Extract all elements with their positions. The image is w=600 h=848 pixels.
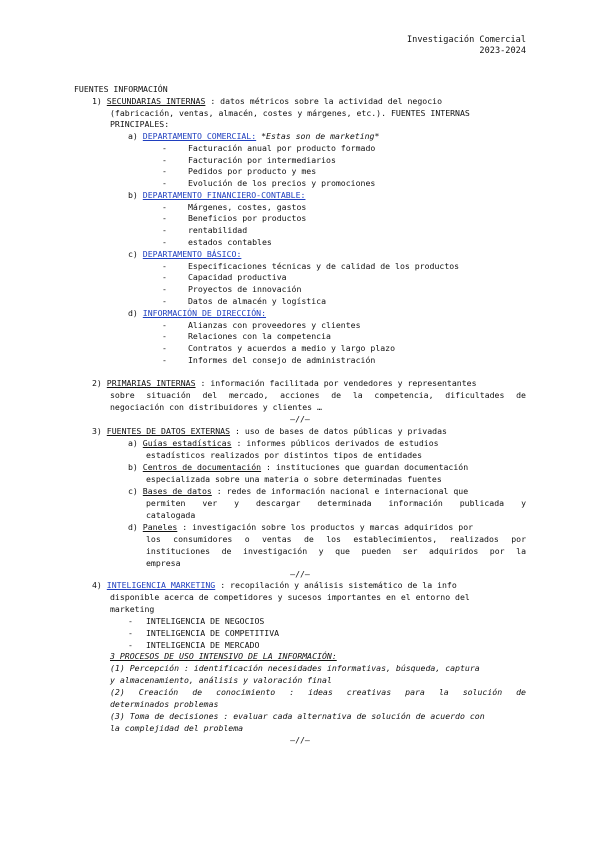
- list-item: - Beneficios por productos: [162, 213, 307, 223]
- s1d-head: [128, 308, 266, 319]
- s3a-text1: : informes públicos derivados de estudios: [236, 438, 439, 448]
- s4-number: 4): [92, 580, 102, 590]
- course-title: Investigación Comercial: [407, 35, 526, 45]
- list-item: - INTELIGENCIA DE MERCADO: [128, 640, 260, 650]
- s3c-text3: catalogada: [146, 510, 196, 520]
- s3a-letter: a): [128, 438, 138, 448]
- s1d-name: INFORMACIÓN DE DIRECCIÓN:: [142, 308, 267, 318]
- s3c-text2: permiten ver y descargar determinada información publicada y: [146, 498, 526, 508]
- s3d-line1: [128, 522, 473, 533]
- proceso-3-line2: la complejidad del problema: [110, 723, 244, 733]
- s3d-text2: los consumidores o ventas de los establecimientos, realizados por: [146, 534, 526, 544]
- s3-line1: [92, 426, 447, 437]
- s3a-line1: [128, 438, 439, 449]
- s1-text1: : datos métricos sobre la actividad del negocio: [210, 96, 443, 106]
- list-item: - rentabilidad: [162, 225, 248, 235]
- list-item: - Capacidad productiva: [162, 272, 287, 282]
- s1a-note: *Estas son de marketing*: [261, 131, 380, 141]
- s3d-head: Paneles: [142, 522, 178, 532]
- s1b-head: [128, 190, 305, 201]
- s2-number: 2): [92, 378, 102, 388]
- list-item: - Alianzas con proveedores y clientes: [162, 320, 361, 330]
- s2-line1: [92, 378, 477, 389]
- proceso-2-line2: determinados problemas: [110, 699, 219, 709]
- s3c-text1: : redes de información nacional e internacional que: [216, 486, 469, 496]
- s1-text3: PRINCIPALES:: [110, 119, 170, 129]
- s3c-line1: [128, 486, 468, 497]
- s3a-head: Guías estadísticas: [142, 438, 232, 448]
- s3b-text2: especializada sobre una materia o sobre determinadas fuentes: [146, 474, 442, 484]
- list-item: - Contratos y acuerdos a medio y largo plazo: [162, 343, 396, 353]
- s4-line1: [92, 580, 457, 591]
- s3b-line1: [128, 462, 468, 473]
- list-item: - Facturación anual por producto formado: [162, 143, 376, 153]
- s1-number: 1): [92, 96, 102, 106]
- s3d-text3: instituciones de investigación y que pueden ser adquiridos por la: [146, 546, 526, 556]
- proceso-3-line1: (3) Toma de decisiones : evaluar cada alternativa de solución de acuerdo con: [110, 711, 485, 721]
- s1d-letter: d): [128, 308, 138, 318]
- separator: –//–: [290, 569, 310, 579]
- separator: –//–: [290, 414, 310, 424]
- s1b-name: DEPARTAMENTO FINANCIERO-CONTABLE:: [142, 190, 306, 200]
- s4-text1: : recopilación y análisis sistemático de la info: [220, 580, 457, 590]
- list-item: - Informes del consejo de administración: [162, 355, 376, 365]
- list-item: - Proyectos de innovación: [162, 284, 302, 294]
- academic-year: 2023-2024: [479, 46, 526, 56]
- s4-text3: marketing: [110, 604, 155, 614]
- s3-heading: FUENTES DE DATOS EXTERNAS: [106, 426, 231, 436]
- s1c-head: [128, 249, 241, 260]
- section-title: FUENTES INFORMACIÓN: [74, 84, 168, 94]
- s1a-name: DEPARTAMENTO COMERCIAL:: [142, 131, 257, 141]
- s2-heading: PRIMARIAS INTERNAS: [106, 378, 196, 388]
- s1-line1: [92, 96, 526, 107]
- proceso-1-line1: (1) Percepción : identificación necesidades informativas, búsqueda, captura: [110, 663, 480, 673]
- s3a-text2: estadísticos realizados por distintos tipos de entidades: [146, 450, 423, 460]
- page-header: [407, 35, 526, 57]
- s1-text2: (fabricación, ventas, almacén, costes y márgenes, etc.). FUENTES INTERNAS: [110, 108, 470, 118]
- list-item: - Márgenes, costes, gastos: [162, 202, 307, 212]
- list-item: - Relaciones con la competencia: [162, 331, 331, 341]
- s1a-letter: a): [128, 131, 138, 141]
- s3c-letter: c): [128, 486, 138, 496]
- list-item: - INTELIGENCIA DE NEGOCIOS: [128, 616, 265, 626]
- s1a-head: [128, 131, 379, 142]
- s2-text1: : información facilitada por vendedores y representantes: [200, 378, 477, 388]
- s3d-text4: empresa: [146, 558, 181, 568]
- separator: –//–: [290, 735, 310, 745]
- list-item: - estados contables: [162, 237, 272, 247]
- s1c-name: DEPARTAMENTO BÁSICO:: [142, 249, 242, 259]
- s3c-head: Bases de datos: [142, 486, 212, 496]
- s4-text2: disponible acerca de competidores y sucesos importantes en el entorno del: [110, 592, 470, 602]
- s3b-head: Centros de documentación: [142, 462, 262, 472]
- s3d-text1: : investigación sobre los productos y marcas adquiridos por: [182, 522, 474, 532]
- list-item: - Datos de almacén y logística: [162, 296, 327, 306]
- list-item: - Evolución de los precios y promociones: [162, 178, 376, 188]
- s1c-letter: c): [128, 249, 138, 259]
- proceso-1-line2: y almacenamiento, análisis y valoración final: [110, 675, 332, 685]
- list-item: - INTELIGENCIA DE COMPETITIVA: [128, 628, 280, 638]
- s3b-letter: b): [128, 462, 138, 472]
- proceso-2-line1: (2) Creación de conocimiento : ideas creativas para la solución de: [110, 687, 526, 697]
- list-item: - Especificaciones técnicas y de calidad de los productos: [162, 261, 460, 271]
- s2-text2: sobre situación del mercado, acciones de la competencia, dificultades de: [110, 390, 526, 400]
- s3d-letter: d): [128, 522, 138, 532]
- list-item: - Facturación por intermediarios: [162, 155, 336, 165]
- s4-heading: INTELIGENCIA MARKETING: [106, 580, 216, 590]
- procesos-title: 3 PROCESOS DE USO INTENSIVO DE LA INFORMACIÓN:: [110, 651, 337, 661]
- s3-text1: : uso de bases de datos públicas y privadas: [234, 426, 447, 436]
- s2-text3: negociación con distribuidores y clientes …: [110, 402, 322, 412]
- s1b-letter: b): [128, 190, 138, 200]
- s3-number: 3): [92, 426, 102, 436]
- list-item: - Pedidos por producto y mes: [162, 166, 317, 176]
- s1-heading: SECUNDARIAS INTERNAS: [106, 96, 206, 106]
- s3b-text1: : instituciones que guardan documentación: [266, 462, 469, 472]
